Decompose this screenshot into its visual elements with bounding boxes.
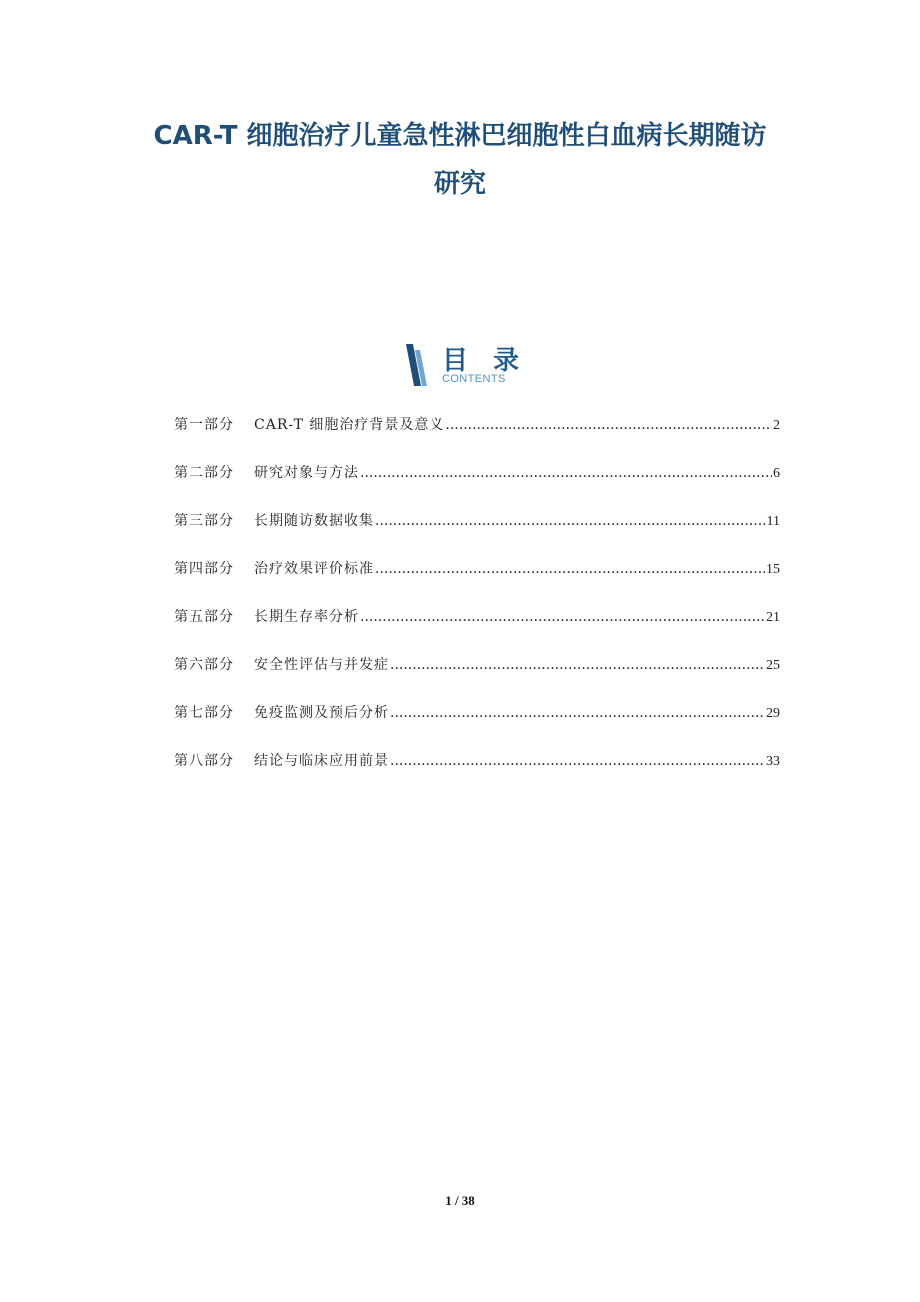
toc-entry-part: 第一部分: [174, 417, 234, 433]
toc-entry-page: 29: [766, 706, 780, 721]
toc-entry-part-3[interactable]: [174, 510, 780, 558]
toc-entry-page: 15: [766, 562, 780, 577]
toc-entry-part-4[interactable]: [174, 558, 780, 606]
toc-entry-page: 25: [766, 658, 780, 673]
toc-entry-title: 结论与临床应用前景: [254, 753, 389, 769]
toc-entry-title: 长期随访数据收集: [254, 513, 374, 529]
toc-dot-leader: [390, 705, 765, 721]
toc-entry-title: 研究对象与方法: [254, 465, 359, 481]
contents-emblem-icon: [404, 344, 430, 386]
toc-entry-part: 第五部分: [174, 609, 234, 625]
toc-entry-part: 第四部分: [174, 561, 234, 577]
toc-dot-leader: [390, 753, 765, 769]
toc-entry-part-7[interactable]: [174, 702, 780, 750]
toc-dot-leader: [360, 465, 772, 481]
toc-heading: 目 录: [442, 346, 528, 376]
toc-entry-part: 第二部分: [174, 465, 234, 481]
toc-dot-leader: [390, 657, 765, 673]
toc-dot-leader: [375, 561, 765, 577]
toc-dot-leader: [375, 513, 766, 529]
toc-entry-title: 治疗效果评价标准: [254, 561, 374, 577]
document-title-line-1: CAR-T 细胞治疗儿童急性淋巴细胞性白血病长期随访: [153, 121, 767, 151]
document-title-line-2: 研究: [433, 169, 486, 199]
toc-entry-page: 11: [766, 514, 780, 529]
toc-entry-part: 第六部分: [174, 657, 234, 673]
toc-entry-part: 第三部分: [174, 513, 234, 529]
toc-entry-part-5[interactable]: [174, 606, 780, 654]
toc-entry-page: 6: [773, 466, 780, 481]
toc-entry-part: 第八部分: [174, 753, 234, 769]
toc-entry-part-8[interactable]: [174, 750, 780, 798]
table-of-contents: [174, 414, 780, 798]
toc-entry-title: 免疫监测及预后分析: [254, 705, 389, 721]
toc-entry-part-1[interactable]: [174, 414, 780, 462]
toc-entry-part-6[interactable]: [174, 654, 780, 702]
toc-entry-page: 21: [766, 610, 780, 625]
toc-entry-page: 33: [766, 754, 780, 769]
toc-entry-title: 长期生存率分析: [254, 609, 359, 625]
toc-entry-title: CAR-T 细胞治疗背景及意义: [254, 417, 445, 433]
toc-entry-page: 2: [773, 418, 780, 433]
toc-entry-title: 安全性评估与并发症: [254, 657, 389, 673]
document-title: [60, 112, 860, 208]
toc-entry-part-2[interactable]: [174, 462, 780, 510]
toc-header: [404, 344, 534, 388]
toc-entry-part: 第七部分: [174, 705, 234, 721]
toc-dot-leader: [360, 609, 765, 625]
page-number: 1 / 38: [445, 1193, 475, 1208]
toc-heading-en: CONTENTS: [442, 373, 506, 385]
toc-dot-leader: [445, 417, 772, 433]
